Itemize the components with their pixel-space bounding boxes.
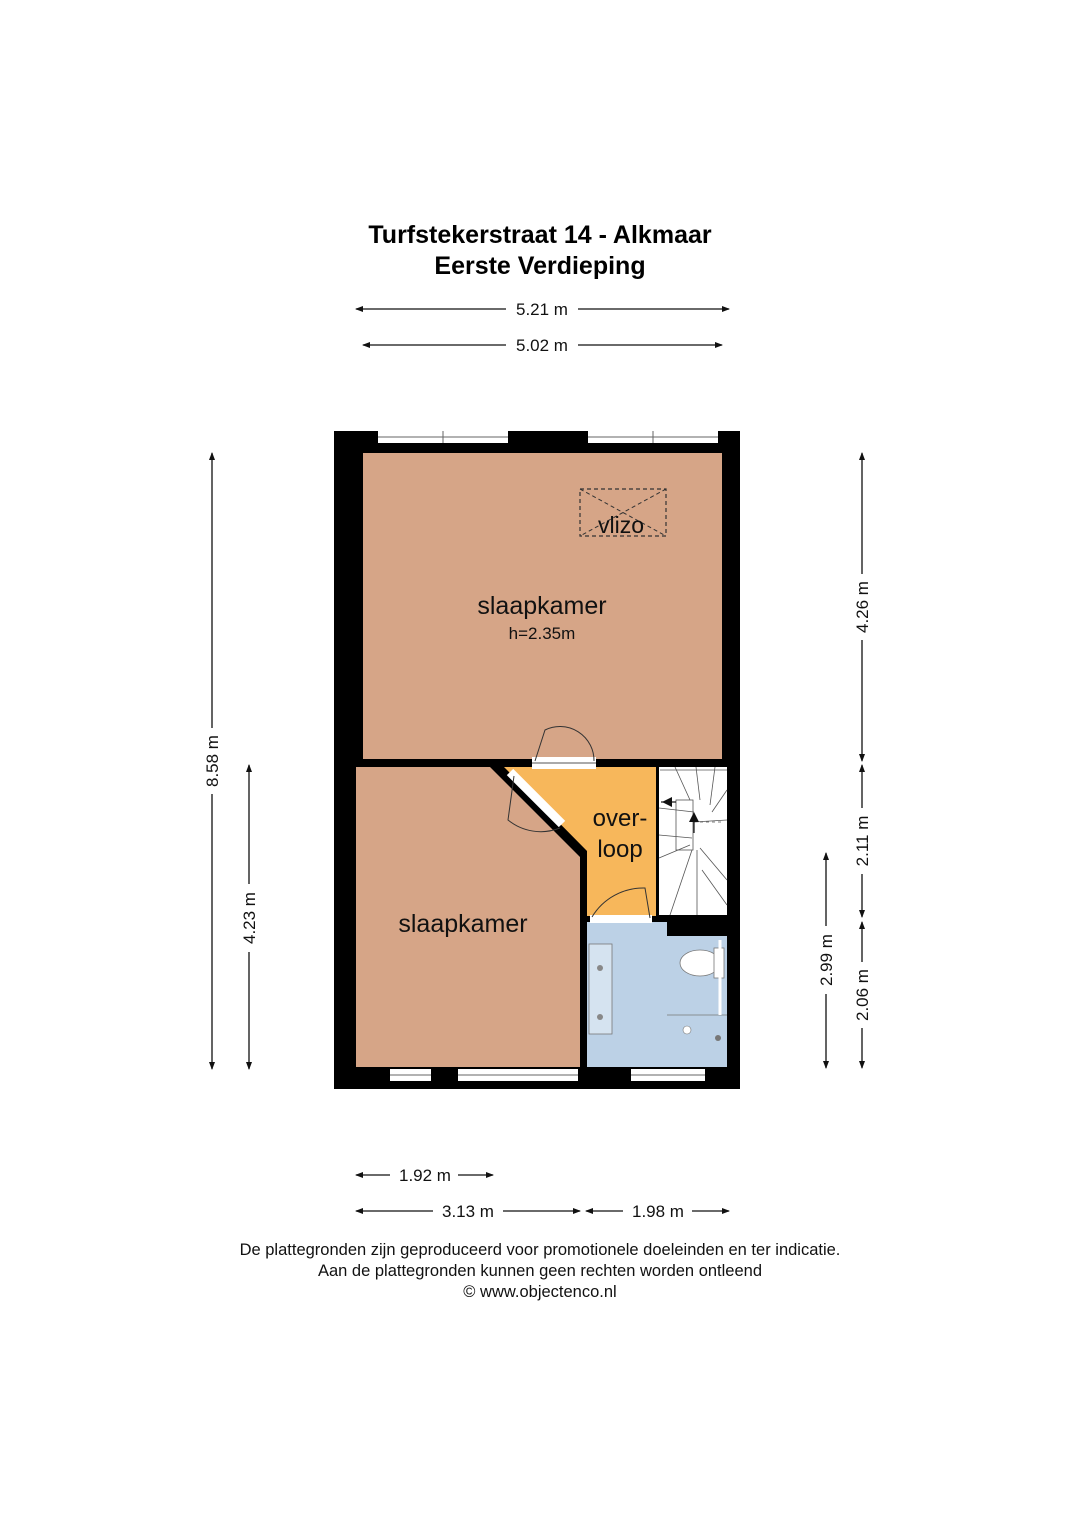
dimension-depth-rear-bedroom: [853, 453, 872, 761]
window-rear-left: [378, 431, 508, 443]
plan-title: Turfstekerstraat 14 - Alkmaar: [368, 221, 712, 249]
window-front-left: [390, 1069, 431, 1081]
dimension-label: 3.13 m: [442, 1202, 494, 1221]
dimension-bottom-small: [356, 1166, 493, 1185]
dimension-width-inner: [363, 336, 722, 355]
dimension-width-outer: [356, 300, 729, 319]
dimension-depth-bathroom: [817, 853, 836, 1068]
dimension-depth-overall: [203, 453, 222, 1069]
room-label-bedroom-front: slaapkamer: [398, 910, 528, 938]
dimension-label: 1.98 m: [632, 1202, 684, 1221]
dimension-bottom-right: [586, 1202, 729, 1221]
dimension-label: 5.21 m: [516, 300, 568, 319]
vlizo-label: vlizo: [597, 512, 645, 538]
window-front-right: [631, 1069, 705, 1081]
room-label-landing-1: over-: [592, 805, 648, 832]
room-label-landing-2: loop: [597, 836, 643, 863]
dimension-depth-stairs: [853, 765, 872, 917]
dimension-label: 2.06 m: [853, 969, 872, 1021]
dimension-label: 5.02 m: [516, 336, 568, 355]
disclaimer-line-2: Aan de plattegronden kunnen geen rechten worden ontleend: [317, 1262, 763, 1280]
room-height-label: h=2.35m: [508, 624, 576, 643]
window-front-middle: [458, 1069, 578, 1081]
window-rear-right: [588, 431, 718, 443]
dimension-label: 2.11 m: [853, 815, 872, 867]
dimension-depth-bathroom-2: [853, 922, 872, 1068]
dimension-depth-front-bedroom: [240, 765, 259, 1069]
plan-subtitle: Eerste Verdieping: [434, 252, 646, 280]
sink-vanity: [589, 944, 612, 1034]
dimension-label: 8.58 m: [203, 735, 222, 787]
room-label-bedroom-rear: slaapkamer: [477, 592, 607, 620]
copyright-line: © www.objectenco.nl: [463, 1283, 617, 1301]
dimension-label: 4.23 m: [240, 892, 259, 944]
dimension-bottom-left: [356, 1202, 580, 1221]
wall-segment: [667, 922, 729, 936]
dimension-label: 2.99 m: [817, 934, 836, 986]
dimension-label: 4.26 m: [853, 581, 872, 633]
dimension-label: 1.92 m: [399, 1166, 451, 1185]
disclaimer-line-1: De plattegronden zijn geproduceerd voor promotionele doeleinden en ter indicatie.: [239, 1241, 841, 1259]
